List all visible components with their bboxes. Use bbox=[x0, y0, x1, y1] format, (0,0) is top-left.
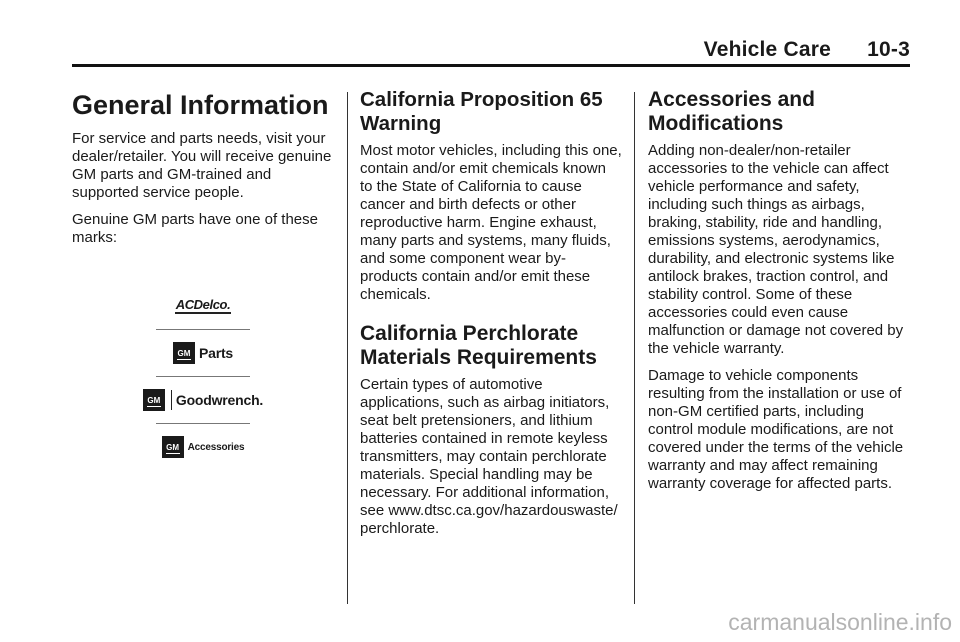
parts-logo-text: Parts bbox=[198, 345, 234, 361]
header-rule bbox=[72, 64, 910, 67]
gm-mark-icon: GM bbox=[162, 436, 184, 458]
paragraph-damage: Damage to vehicle components resulting from the installation or use of non-GM certified parts, including control module modifications, are not covered under the terms of the vehicle warranty and may affect remaining warranty coverage for affected parts. bbox=[648, 367, 904, 492]
heading-accessories-modifications: Accessories and Modifications bbox=[648, 88, 815, 135]
logo-divider-bar bbox=[171, 390, 172, 410]
accessories-logo-text: Accessories bbox=[187, 441, 245, 453]
column-general-information bbox=[72, 88, 334, 470]
page-header bbox=[0, 0, 910, 64]
column-california bbox=[360, 88, 622, 547]
logo-gm-accessories bbox=[72, 424, 334, 470]
gm-parts-logos bbox=[72, 283, 334, 470]
page-header-title: Vehicle Care 10-3 bbox=[703, 38, 910, 61]
watermark: carmanualsonline.info bbox=[728, 609, 952, 635]
paragraph-perchlorate: Certain types of automotive applications, such as airbag initiators, seat belt pretensioners, and lithium batteries contained in remote keyless transmitters, may contain perchlorate materials. Special handling may be necessary. For additional information, see www.dtsc.ca.gov/hazardouswaste/ perchlorate. bbox=[360, 376, 618, 537]
heading-perchlorate: California Perchlorate Materials Requirements bbox=[360, 322, 597, 369]
gm-mark-icon: GM bbox=[143, 389, 165, 411]
column-divider-1 bbox=[347, 92, 348, 604]
paragraph-service-parts: For service and parts needs, visit your dealer/retailer. You will receive genuine GM parts and GM-trained and supported service people. bbox=[72, 130, 332, 201]
column-accessories bbox=[648, 88, 912, 502]
heading-prop-65: California Proposition 65 Warning bbox=[360, 88, 603, 135]
column-divider-2 bbox=[634, 92, 635, 604]
logo-acdelco bbox=[72, 283, 334, 329]
logo-gm-parts bbox=[72, 330, 334, 376]
paragraph-genuine-marks: Genuine GM parts have one of these marks: bbox=[72, 211, 318, 246]
gm-mark-icon: GM bbox=[173, 342, 195, 364]
paragraph-accessories: Adding non-dealer/non-retailer accessories to the vehicle can affect vehicle performance and safety, including such things as airbags, braking, stability, ride and handling, emissions systems, aerodynamics, durability, and electronic systems like antilock brakes, traction control, and stability control. Some of these accessories could even cause malfunction or damage not covered by the vehicle warranty. bbox=[648, 142, 904, 357]
logo-gm-goodwrench bbox=[72, 377, 334, 423]
paragraph-prop-65: Most motor vehicles, including this one, contain and/or emit chemicals known to the State of California to cause cancer and birth defects or other reproductive harm. Engine exhaust, many parts and systems, many fluids, and some component wear by-products contain and/or emit these chemicals. bbox=[360, 142, 622, 303]
goodwrench-logo-text: Goodwrench. bbox=[175, 392, 264, 408]
heading-general-information: General Information bbox=[72, 90, 329, 120]
acdelco-logo-text: ACDelco. bbox=[175, 296, 231, 312]
